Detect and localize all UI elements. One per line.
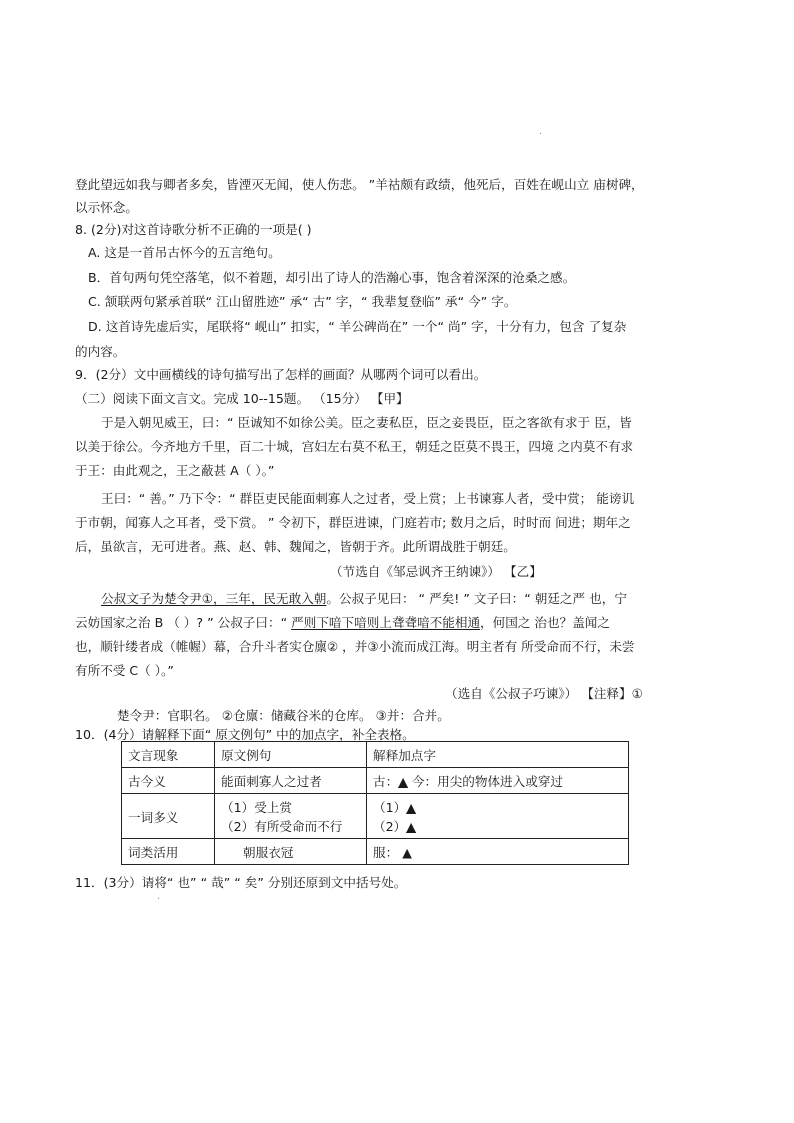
table-cell-answer[interactable]: 服： ▲ bbox=[367, 839, 629, 865]
answer-blank: ▲ bbox=[406, 800, 416, 815]
jia-line-3: 于王：由此观之，王之蔽甚 A（ ）。” bbox=[75, 463, 275, 478]
yi-line-3: 也，顺针缕者成（帷幄）幕，合升斗者实仓廪② ，并③小流而成江海。明主者有 所受命而不行，未尝 bbox=[75, 639, 635, 654]
yi-line-1-rest: 。公叔子见曰： “ 严矣! ” 文子曰：“ 朝廷之严 也，宁 bbox=[326, 591, 627, 606]
table-cell: 朝服衣冠 bbox=[215, 839, 367, 865]
jia-line-2: 以美于徐公。今齐地方千里，百二十城，宫妇左右莫不私王，朝廷之臣莫不畏王，四境 之内莫不有求 bbox=[75, 439, 634, 454]
q8-option-d-line1: D. 这首诗先虚后实，尾联将“ 岘山” 扣实，“ 羊公碑尚在” 一个“ 尚” 字，十分有力，包含 了复杂 bbox=[88, 319, 627, 334]
answer-table bbox=[121, 741, 629, 865]
q8-option-a: A. 这是一首吊古怀今的五言绝句。 bbox=[88, 245, 281, 260]
jia-line-6: 后，虽欲言，无可进者。燕、赵、韩、魏闻之，皆朝于齐。此所谓战胜于朝廷。 bbox=[75, 539, 516, 554]
yi-line-2 bbox=[75, 614, 610, 632]
table-cell: 古今义 bbox=[122, 768, 215, 794]
q9-stem: 9．(2分）文中画横线的诗句描写出了怎样的画面？从哪两个词可以看出。 bbox=[75, 367, 487, 382]
answer-label-2: （2） bbox=[373, 819, 407, 834]
label-gu: 古： bbox=[373, 774, 399, 789]
table-cell: 能面刺寡人之过者 bbox=[215, 768, 367, 794]
table-cell-answer[interactable] bbox=[367, 768, 629, 794]
table-row bbox=[122, 839, 629, 865]
answer-label-1: （1） bbox=[373, 800, 407, 815]
table-header-cell: 原文例句 bbox=[215, 742, 367, 768]
yi-line-2-start: 云妨国家之治 B （ ）? ” 公叔子曰：“ bbox=[75, 615, 292, 630]
q8-option-b: B．首句两句凭空落笔，似不着题，却引出了诗人的浩瀚心事，饱含着深深的沧桑之感。 bbox=[88, 270, 576, 285]
q10-stem: 10．(4分）请解释下面“ 原文例句” 中的加点字，补全表格。 bbox=[75, 727, 415, 742]
table-row bbox=[122, 768, 629, 794]
yi-notes: 楚令尹：官职名。 ②仓廪：储藏谷米的仓库。 ③并：合并。 bbox=[117, 708, 450, 723]
table-header-row bbox=[122, 742, 629, 768]
yi-line-4: 有所不受 C（ ）。” bbox=[75, 663, 174, 678]
jia-line-1: 于是入朝见威王，曰：“ 臣诚知不如徐公美。臣之妻私臣，臣之妾畏臣，臣之客欲有求于 臣，皆 bbox=[101, 415, 632, 430]
example-2: （2）有所受命而不行 bbox=[221, 819, 343, 834]
jia-line-5: 于市朝，闻寡人之耳者，受下赏。 ” 令初下，群臣进谏，门庭若市; 数月之后，时时而 间进；期年之 bbox=[75, 515, 631, 530]
stray-dot: . bbox=[157, 891, 161, 902]
table-cell: 词类活用 bbox=[122, 839, 215, 865]
q11-stem: 11．(3分）请将“ 也” “ 哉” “ 矣” 分别还原到文中括号处。 bbox=[75, 875, 407, 890]
jia-source: （节选自《邹忌讽齐王纳谏》） 【乙】 bbox=[330, 564, 542, 579]
yi-line-2-end: ，何国之 治也？盖闻之 bbox=[480, 615, 610, 630]
jia-line-4: 王曰：“ 善。” 乃下令：“ 群臣吏民能面刺寡人之过者，受上赏；上书谏寡人者，受中赏； 能谤讥 bbox=[101, 491, 635, 506]
table-cell bbox=[215, 794, 367, 839]
answer-line-1 bbox=[373, 797, 622, 816]
answer-blank: ▲ bbox=[398, 774, 408, 789]
stray-dot: . bbox=[539, 126, 543, 137]
yi-underlined-sentence-2: 严则下喑下喑则上聋聋喑不能相通 bbox=[291, 615, 481, 630]
yi-source: （选自《公叔子巧谏》） 【注释】① bbox=[445, 686, 643, 701]
answer-blank: ▲ bbox=[406, 819, 416, 834]
table-cell-answer[interactable] bbox=[367, 794, 629, 839]
yi-underlined-sentence-1: 公叔文子为楚令尹①，三年，民无敢入朝 bbox=[101, 591, 327, 606]
table-row bbox=[122, 794, 629, 839]
q8-option-c: C. 颔联两句紧承首联“ 江山留胜迹” 承“ 古” 字，“ 我辈复登临” 承“ 今” 字。 bbox=[88, 294, 517, 309]
yi-line-1 bbox=[101, 590, 627, 608]
intro-line-2: 以示怀念。 bbox=[75, 200, 138, 215]
answer-line-2 bbox=[373, 816, 622, 835]
table-header-cell: 文言现象 bbox=[122, 742, 215, 768]
table-cell: 一词多义 bbox=[122, 794, 215, 839]
section-2-heading: （二）阅读下面文言文。完成 10--15题。 （15分） 【甲】 bbox=[75, 391, 409, 406]
intro-line-1: 登此望远如我与卿者多矣，皆湮灭无闻，使人伤悲。 ”羊祜颇有政绩，他死后，百姓在岘山立 庙树碑， bbox=[75, 177, 644, 192]
q8-option-d-line2: 的内容。 bbox=[75, 344, 126, 359]
table-header-cell: 解释加点字 bbox=[367, 742, 629, 768]
label-jin: 今：用尖的物体进入或穿过 bbox=[407, 774, 564, 789]
q8-stem: 8. (2分)对这首诗歌分析不正确的一项是( ) bbox=[75, 222, 312, 237]
example-1: （1）受上赏 bbox=[221, 800, 292, 815]
